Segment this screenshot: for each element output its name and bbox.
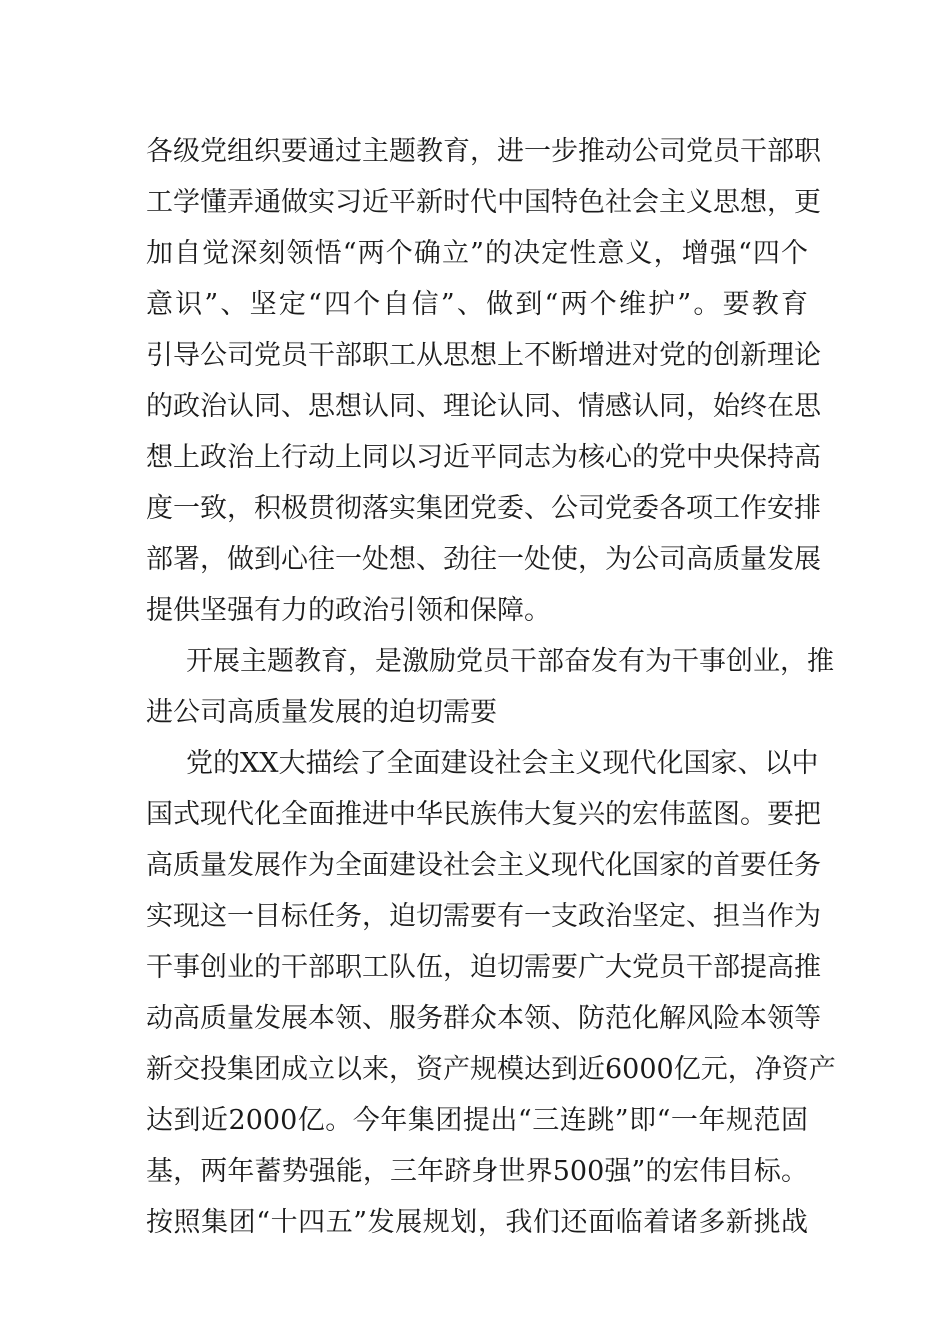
paragraph-3-line-9: 基，两年蓄势强能，三年跻身世界500强”的宏伟目标。 [146,1156,808,1187]
paragraph-1-line-6: 的政治认同、思想认同、理论认同、情感认同，始终在思 [146,391,821,422]
paragraph-1-line-8: 度一致，积极贯彻落实集团党委、公司党委各项工作安排 [146,493,821,524]
paragraph-3-line-4: 实现这一目标任务，迫切需要有一支政治坚定、担当作为 [146,901,821,932]
paragraph-3-line-1: 党的XX大描绘了全面建设社会主义现代化国家、以中 [186,748,819,779]
paragraph-3-line-10: 按照集团“十四五”发展规划，我们还面临着诸多新挑战 [146,1207,808,1238]
paragraph-3-line-2: 国式现代化全面推进中华民族伟大复兴的宏伟蓝图。要把 [146,799,821,830]
document-body [146,126,836,1248]
paragraph-3-line-3: 高质量发展作为全面建设社会主义现代化国家的首要任务 [146,850,821,881]
paragraph-1-line-9: 部署，做到心往一处想、劲往一处使，为公司高质量发展 [146,544,821,575]
paragraph-1-line-5: 引导公司党员干部职工从思想上不断增进对党的创新理论 [146,340,821,371]
paragraph-2-line-1: 开展主题教育，是激励党员干部奋发有为干事创业，推 [186,646,834,677]
paragraph-1-line-7: 想上政治上行动上同以习近平同志为核心的党中央保持高 [146,442,821,473]
paragraph-1-line-4: 意识”、坚定“四个自信”、做到“两个维护”。要教育 [146,289,808,320]
paragraph-1-line-2: 工学懂弄通做实习近平新时代中国特色社会主义思想，更 [146,187,821,218]
paragraph-3-line-7: 新交投集团成立以来，资产规模达到近6000亿元，净资产 [146,1054,836,1085]
paragraph-1-line-10: 提供坚强有力的政治引领和保障。 [146,595,551,626]
paragraph-3-line-6: 动高质量发展本领、服务群众本领、防范化解风险本领等 [146,1003,821,1034]
paragraph-3-line-5: 干事创业的干部职工队伍，迫切需要广大党员干部提高推 [146,952,821,983]
paragraph-1-line-1: 各级党组织要通过主题教育，进一步推动公司党员干部职 [146,136,821,167]
paragraph-3-line-8: 达到近2000亿。今年集团提出“三连跳”即“一年规范固 [146,1105,808,1136]
paragraph-2-line-2: 进公司高质量发展的迫切需要 [146,697,497,728]
paragraph-1-line-3: 加自觉深刻领悟“两个确立”的决定性意义，增强“四个 [146,238,808,269]
